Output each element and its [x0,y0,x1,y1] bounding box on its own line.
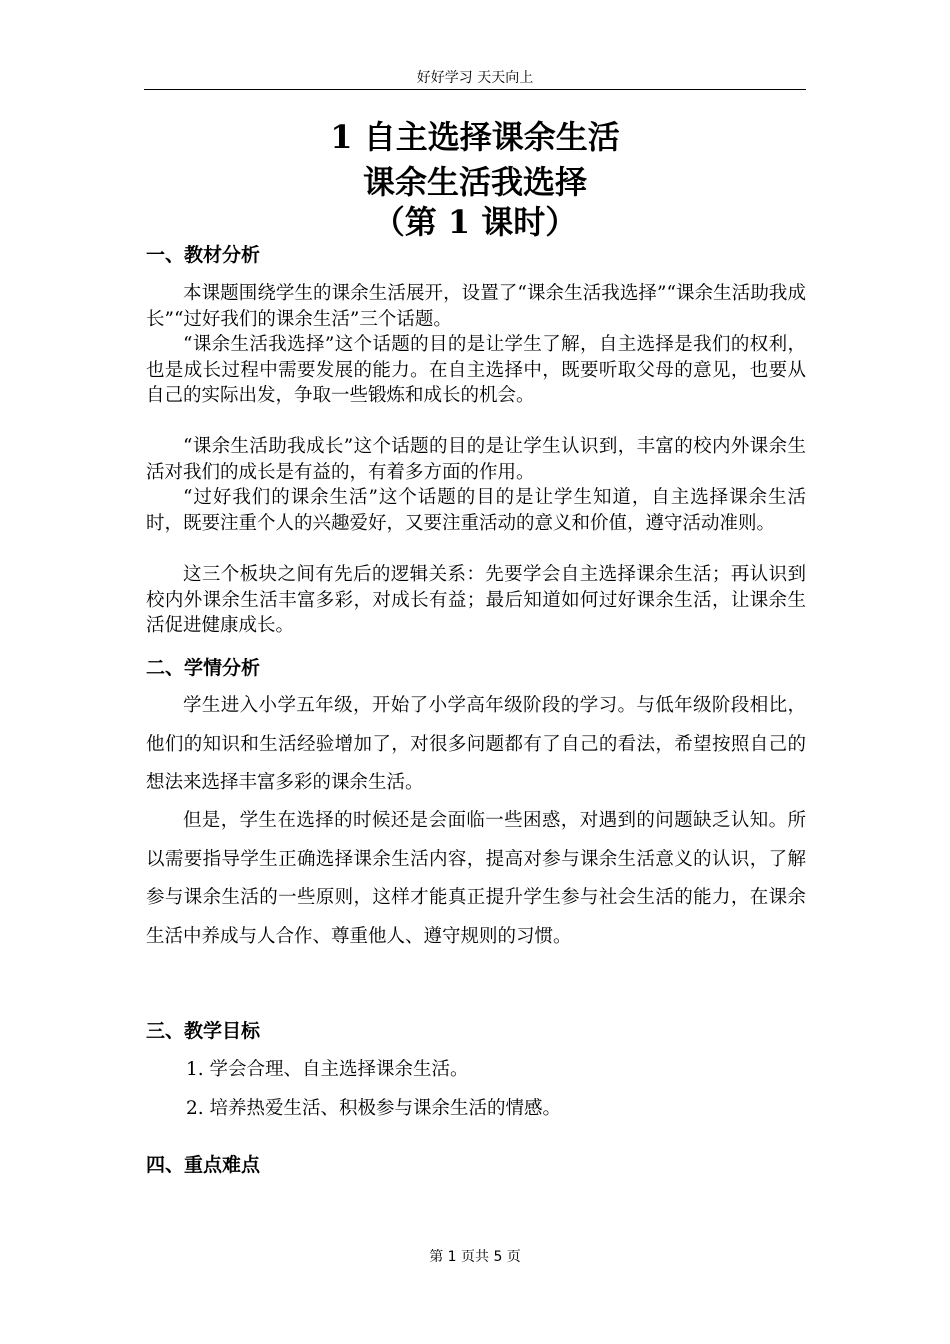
paragraph: “过好我们的课余生活”这个话题的目的是让学生知道，自主选择课余生活时，既要注重个人的兴趣爱好，又要注重活动的意义和价值，遵守活动准则。 [146,487,806,534]
paragraph: 但是，学生在选择的时候还是会面临一些困惑，对遇到的问题缺乏认知。所以需要指导学生正确选择课余生活内容，提高对参与课余生活意义的认识，了解参与课余生活的一些原则，这样才能真正提升学生参与社会生活的能力，在课余生活中养成与人合作、尊重他人、遵守规则的习惯。 [146,810,806,948]
header-rule [144,89,806,90]
paragraph: “课余生活我选择”这个话题的目的是让学生了解，自主选择是我们的权利，也是成长过程中需要发展的能力。在自主选择中，既要听取父母的意见，也要从自己的实际出发，争取一些锻炼和成长的机会。 [146,334,806,407]
section-heading-student-analysis: 二、学情分析 [146,657,261,679]
section-heading-textbook-analysis: 一、教材分析 [146,244,261,266]
list-item: 2. 培养热爱生活、积极参与课余生活的情感。 [186,1098,562,1119]
paragraph: 本课题围绕学生的课余生活展开，设置了“课余生活我选择”“课余生活助我成长”“过好我们的课余生活”三个话题。 [146,283,806,330]
section-heading-teaching-goals: 三、教学目标 [146,1020,261,1042]
title-line-2: 课余生活我选择 [362,163,587,201]
page-footer: 第 1 页共 5 页 [429,1249,521,1265]
section-heading-key-points: 四、重点难点 [146,1154,261,1176]
title-line-3: （第 1 课时） [372,203,578,241]
title-line-1: 1 自主选择课余生活 [330,118,620,156]
paragraph: 学生进入小学五年级，开始了小学高年级阶段的学习。与低年级阶段相比，他们的知识和生活经验增加了，对很多问题都有了自己的看法，希望按照自己的想法来选择丰富多彩的课余生活。 [146,695,806,794]
paragraph: “课余生活助我成长”这个话题的目的是让学生认识到，丰富的校内外课余生活对我们的成长是有益的，有着多方面的作用。 [146,436,806,483]
page-header: 好好学习 天天向上 [416,70,534,86]
paragraph: 这三个板块之间有先后的逻辑关系：先要学会自主选择课余生活；再认识到校内外课余生活丰富多彩，对成长有益；最后知道如何过好课余生活，让课余生活促进健康成长。 [146,564,806,637]
list-item: 1. 学会合理、自主选择课余生活。 [186,1059,469,1080]
